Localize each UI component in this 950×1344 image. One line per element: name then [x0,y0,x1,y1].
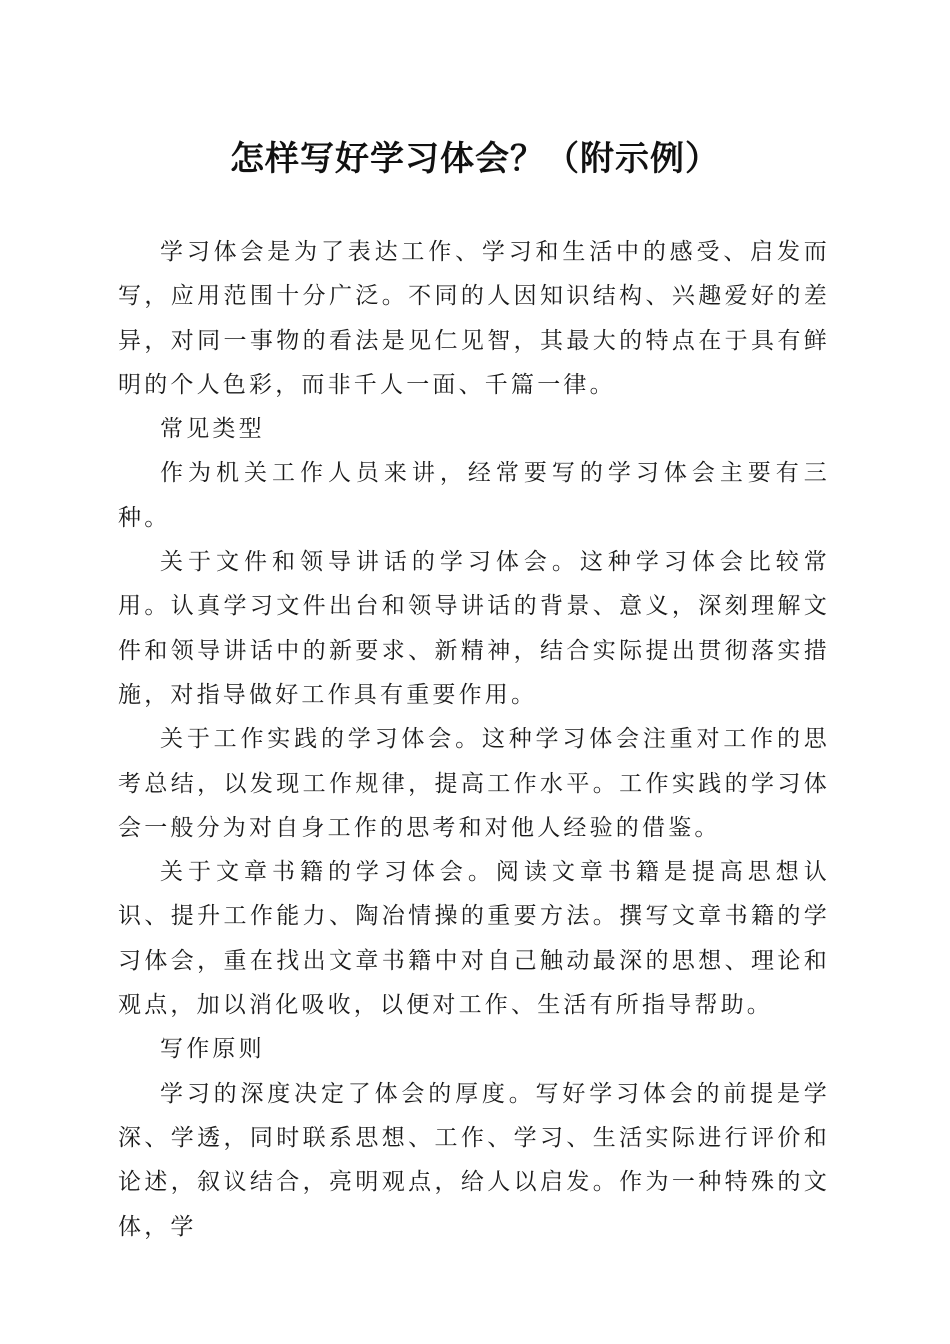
document-body [118,230,830,1249]
section-heading-common-types: 常见类型 [160,416,265,443]
type-books-paragraph: 关于文章书籍的学习体会。阅读文章书籍是提高思想认识、提升工作能力、陶冶情操的重要方法。撰写文章书籍的学习体会，重在找出文章书籍中对自己触动最深的思想、理论和观点，加以消化吸收，以便对工作、生活有所指导帮助。 [118,859,830,1019]
type-work-practice-paragraph: 关于工作实践的学习体会。这种学习体会注重对工作的思考总结，以发现工作规律，提高工作水平。工作实践的学习体会一般分为对自身工作的思考和对他人经验的借鉴。 [118,726,830,841]
principles-paragraph: 学习的深度决定了体会的厚度。写好学习体会的前提是学深、学透，同时联系思想、工作、学习、生活实际进行评价和论述，叙议结合，亮明观点，给人以启发。作为一种特殊的文体，学 [118,1080,830,1240]
document-title: 怎样写好学习体会？（附示例） [230,139,720,179]
type-documents-paragraph: 关于文件和领导讲话的学习体会。这种学习体会比较常用。认真学习文件出台和领导讲话的背景、意义，深刻理解文件和领导讲话中的新要求、新精神，结合实际提出贯彻落实措施，对指导做好工作具有重要作用。 [118,549,830,708]
section-heading-writing-principles: 写作原则 [160,1036,265,1063]
intro-paragraph: 学习体会是为了表达工作、学习和生活中的感受、启发而写，应用范围十分广泛。不同的人因知识结构、兴趣爱好的差异，对同一事物的看法是见仁见智，其最大的特点在于具有鲜明的个人色彩，而非千人一面、千篇一律。 [118,239,830,398]
types-overview-paragraph: 作为机关工作人员来讲，经常要写的学习体会主要有三种。 [118,460,830,531]
